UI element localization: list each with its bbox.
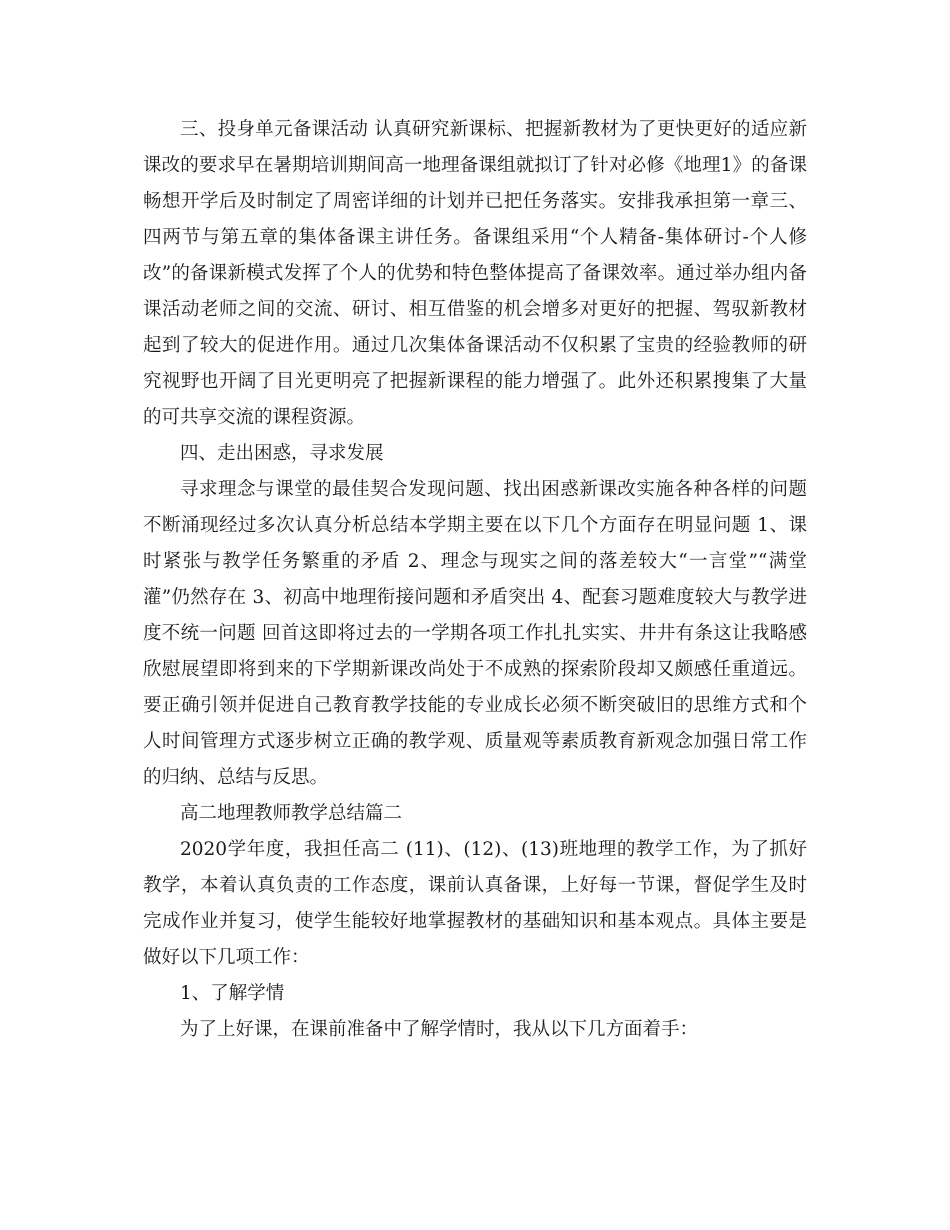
heading-understand-students: 1、了解学情 (180, 983, 285, 1004)
heading-summary-part-two: 高二地理教师教学总结篇二 (180, 803, 403, 824)
paragraph-problems-reflection: 寻求理念与课堂的最佳契合发现问题、找出困惑新课改实施各种各样的问题不断涌现经过多次认真分析总结本学期主要在以下几个方面存在明显问题 1、课时紧张与教学任务繁重的矛盾 2、理念与现实之间的落差较大“一言堂”“满堂灌”仍然存在 3、初高中地理衔接问题和矛盾突出 4、配套习题难度较大与教学进度不统一问题 回首这即将过去的一学期各项工作扎扎实实、井井有条这让我略感欣慰展望即将到来的下学期新课改尚处于不成熟的探索阶段却又颇感任重道远。要正确引领并促进自己教育教学技能的专业成长必须不断突破旧的思维方式和个人时间管理方式逐步树立正确的教学观、质量观等素质教育新观念加强日常工作的归纳、总结与反思。 (143, 479, 807, 788)
paragraph-preparation: 为了上好课，在课前准备中了解学情时，我从以下几方面着手： (180, 1019, 699, 1040)
paragraph-unit-lesson-prep: 三、投身单元备课活动 认真研究新课标、把握新教材为了更快更好的适应新课改的要求早在暑期培训期间高一地理备课组就拟订了针对必修《地理1》的备课畅想开学后及时制定了周密详细的计划并已把任务落实。安排我承担第一章三、四两节与第五章的集体备课主讲任务。备课组采用“个人精备-集体研讨-个人修改”的备课新模式发挥了个人的优势和特色整体提高了备课效率。通过举办组内备课活动老师之间的交流、研讨、相互借鉴的机会增多对更好的把握、驾驭新教材起到了较大的促进作用。通过几次集体备课活动不仅积累了宝贵的经验教师的研究视野也开阔了目光更明亮了把握新课程的能力增强了。此外还积累搜集了大量的可共享交流的课程资源。 (143, 119, 807, 428)
paragraph-teaching-work: 2020学年度，我担任高二 (11)、(12)、(13)班地理的教学工作，为了抓好教学，本着认真负责的工作态度，课前认真备课，上好每一节课，督促学生及时完成作业并复习，使学生能较好地掌握教材的基础知识和基本观点。具体主要是做好以下几项工作： (143, 839, 807, 968)
document-body (143, 112, 807, 1048)
heading-seek-development: 四、走出困惑，寻求发展 (180, 443, 384, 464)
